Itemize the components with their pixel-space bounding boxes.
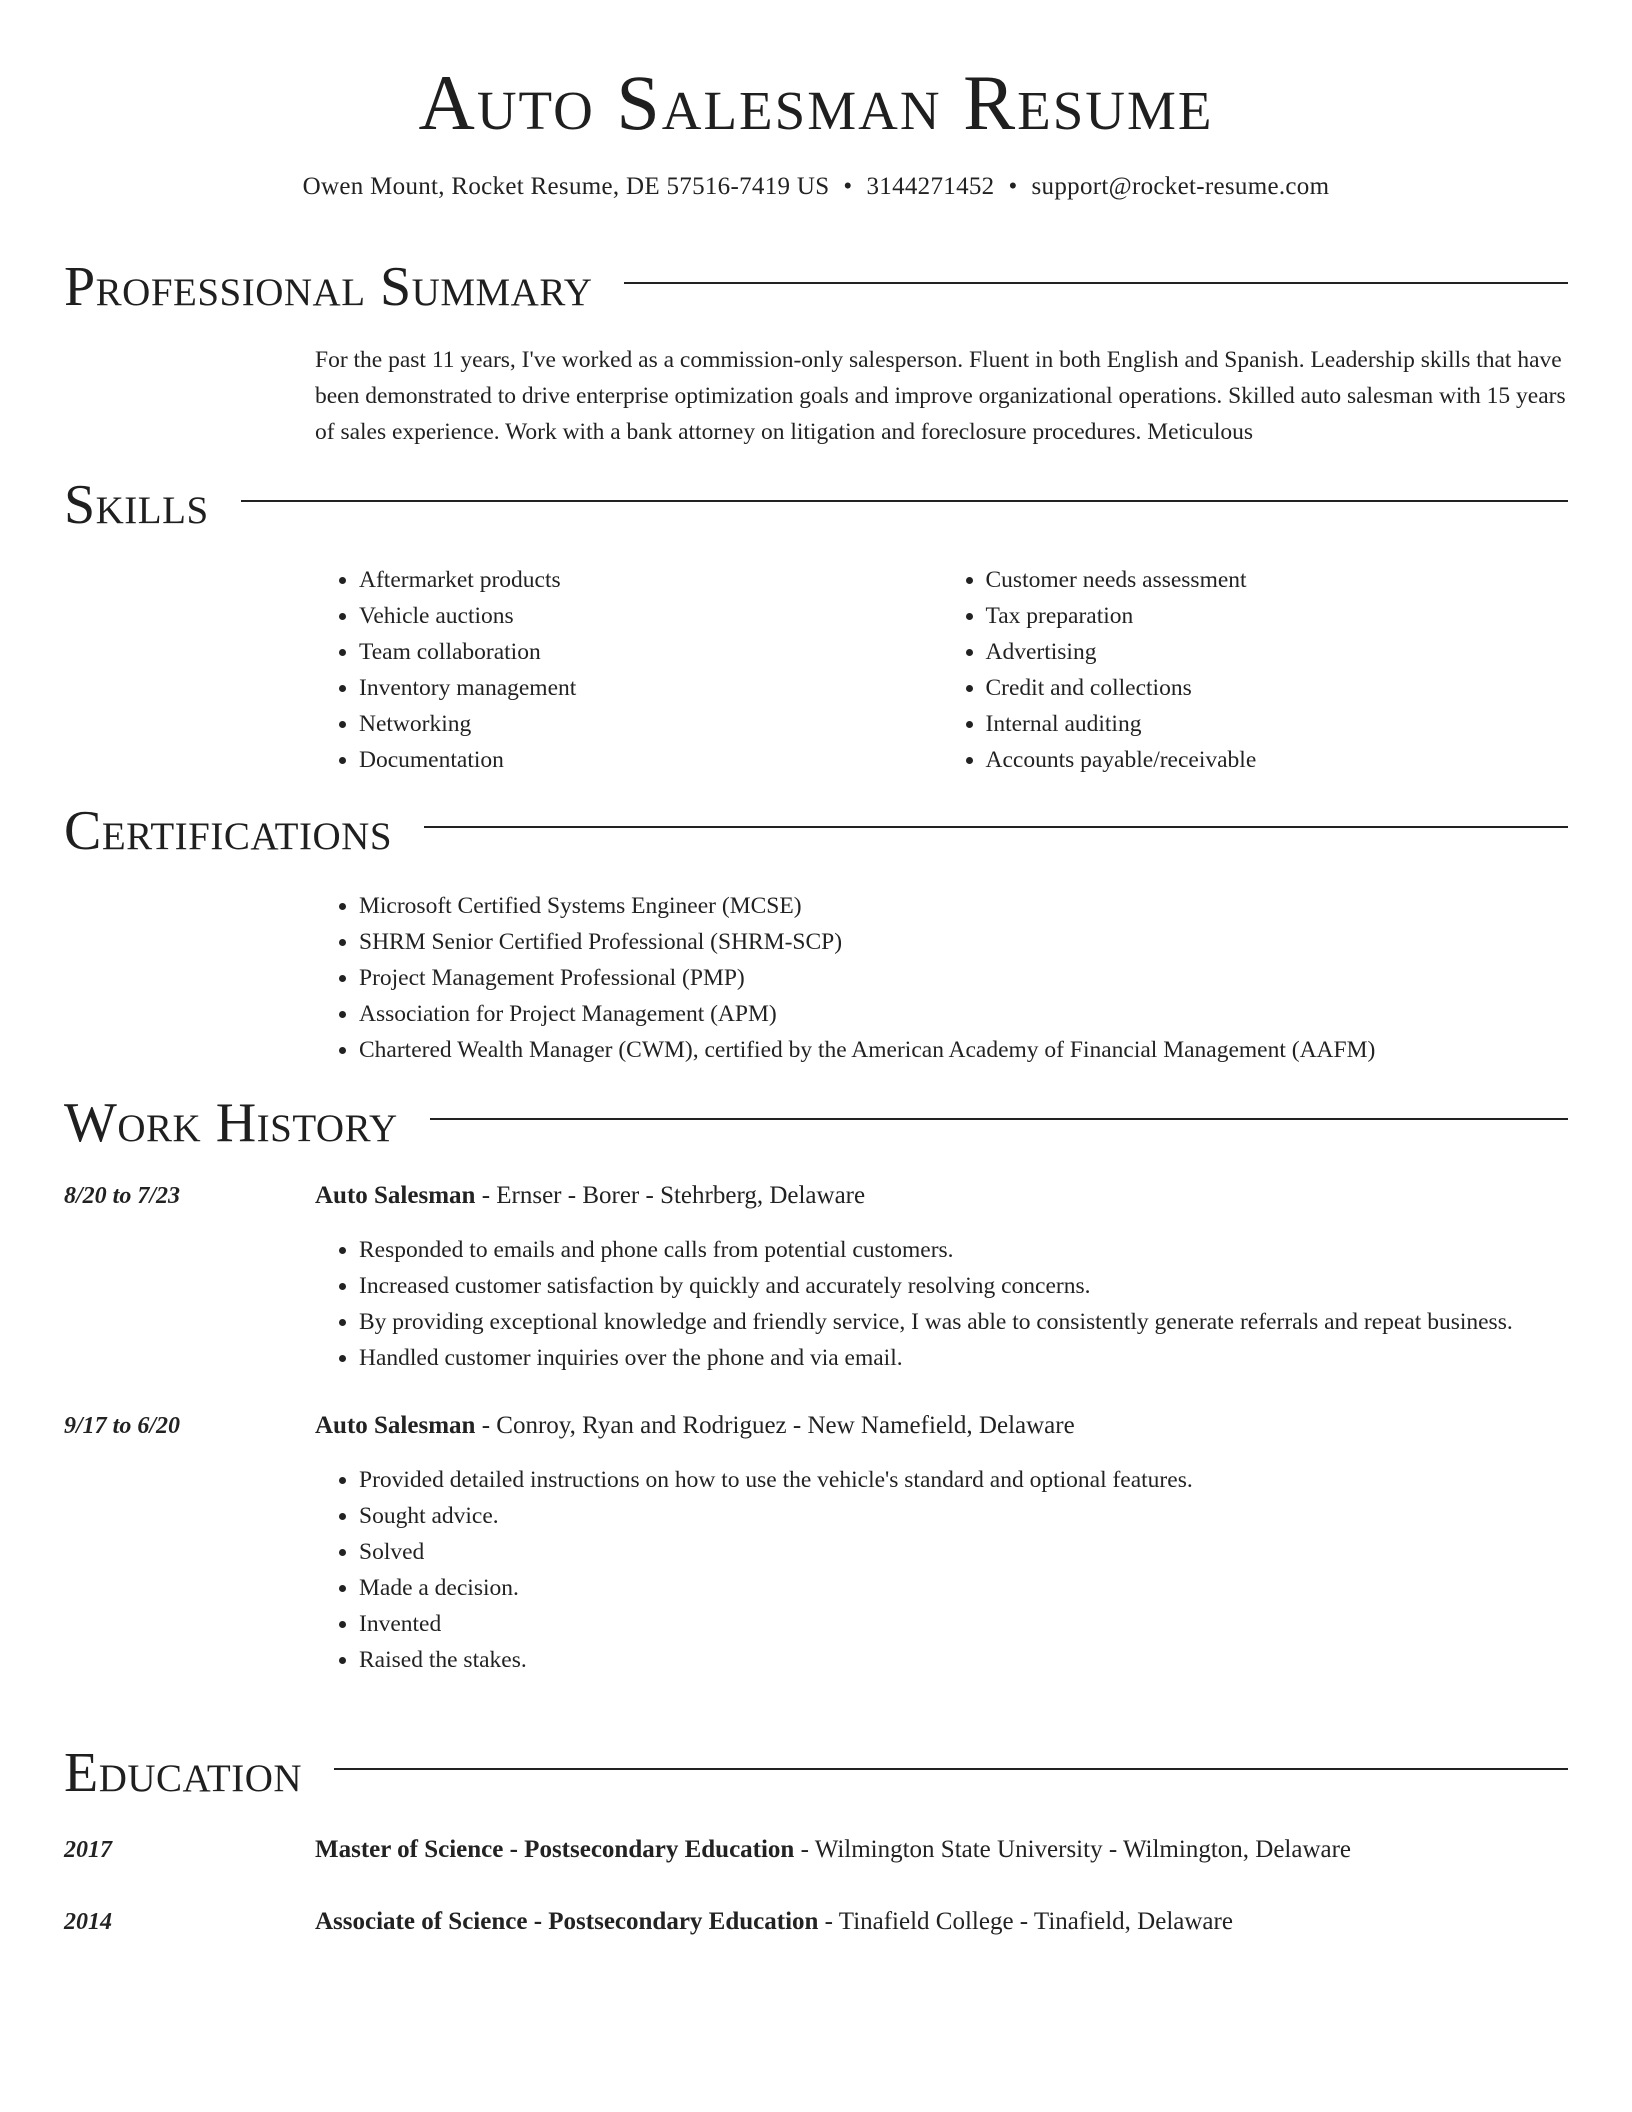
certification-item: • Chartered Wealth Manager (CWM), certified by the American Academy of Financial Management (AAFM) xyxy=(359,1032,1568,1068)
section-divider xyxy=(624,282,1568,284)
job-entry xyxy=(64,1178,1568,1376)
job-body xyxy=(315,1462,1568,1678)
job-header xyxy=(64,1408,1568,1444)
section-heading: Skills xyxy=(64,474,209,536)
contact-email: support@rocket-resume.com xyxy=(1031,173,1330,200)
job-body xyxy=(315,1232,1568,1376)
work-history-section xyxy=(64,1090,1568,1678)
skill-item: • Accounts payable/receivable xyxy=(986,742,1569,778)
section-divider xyxy=(241,500,1568,502)
education-degree: Associate of Science - Postsecondary Education xyxy=(315,1908,819,1935)
certification-item: • Association for Project Management (APM) xyxy=(359,996,1568,1032)
section-heading: Work History xyxy=(64,1092,398,1154)
job-bullet: • Solved xyxy=(359,1534,1568,1570)
education-entry xyxy=(64,1904,1568,1940)
job-bullet: • Invented xyxy=(359,1606,1568,1642)
skills-section xyxy=(64,472,1568,778)
skills-list-left xyxy=(315,562,942,778)
section-heading: Education xyxy=(64,1742,303,1804)
job-dates: 9/17 to 6/20 xyxy=(64,1413,181,1439)
education-year: 2014 xyxy=(64,1909,112,1935)
section-divider xyxy=(430,1118,1568,1120)
skill-item: • Internal auditing xyxy=(986,706,1569,742)
education-year: 2017 xyxy=(64,1837,112,1863)
section-heading: Professional Summary xyxy=(64,256,593,318)
job-info xyxy=(315,1178,865,1214)
education-entry xyxy=(64,1832,1568,1868)
certification-item: • SHRM Senior Certified Professional (SHRM-SCP) xyxy=(359,924,1568,960)
contact-line xyxy=(64,170,1568,204)
job-title: Auto Salesman xyxy=(315,1182,476,1209)
job-dates: 8/20 to 7/23 xyxy=(64,1183,181,1209)
page-title: Auto Salesman Resume xyxy=(418,59,1214,146)
education-info xyxy=(315,1832,1351,1868)
skill-item: • Networking xyxy=(359,706,942,742)
skill-item: • Customer needs assessment xyxy=(986,562,1569,598)
skill-item: • Vehicle auctions xyxy=(359,598,942,634)
job-bullet: • Made a decision. xyxy=(359,1570,1568,1606)
job-header xyxy=(64,1178,1568,1214)
contact-separator: • xyxy=(1008,173,1018,200)
certification-item: • Project Management Professional (PMP) xyxy=(359,960,1568,996)
job-title: Auto Salesman xyxy=(315,1412,476,1439)
education-section xyxy=(64,1740,1568,1940)
section-header xyxy=(64,472,1568,538)
job-bullet: • Increased customer satisfaction by quickly and accurately resolving concerns. xyxy=(359,1268,1568,1304)
section-divider xyxy=(424,826,1568,828)
section-header xyxy=(64,1090,1568,1156)
job-bullets xyxy=(315,1232,1568,1376)
skill-item: • Tax preparation xyxy=(986,598,1569,634)
skill-item: • Team collaboration xyxy=(359,634,942,670)
education-info xyxy=(315,1904,1233,1940)
skills-grid xyxy=(315,562,1568,778)
certifications-list xyxy=(315,888,1568,1068)
job-bullet: • By providing exceptional knowledge and friendly service, I was able to consistently generate referrals and repeat business. xyxy=(359,1304,1568,1340)
education-degree: Master of Science - Postsecondary Education xyxy=(315,1836,795,1863)
education-details: - Wilmington State University - Wilmington, Delaware xyxy=(794,1836,1352,1863)
contact-separator: • xyxy=(843,173,853,200)
section-heading: Certifications xyxy=(64,800,393,862)
skill-item: • Documentation xyxy=(359,742,942,778)
job-details: - Ernser - Borer - Stehrberg, Delaware xyxy=(475,1182,866,1209)
skills-list-right xyxy=(942,562,1569,778)
certifications-body xyxy=(315,888,1568,1068)
job-entry xyxy=(64,1408,1568,1678)
section-divider xyxy=(334,1768,1568,1770)
skill-item: • Aftermarket products xyxy=(359,562,942,598)
certifications-section xyxy=(64,798,1568,1068)
certification-item: • Microsoft Certified Systems Engineer (MCSE) xyxy=(359,888,1568,924)
skill-item: • Advertising xyxy=(986,634,1569,670)
contact-address: Owen Mount, Rocket Resume, DE 57516-7419 US xyxy=(302,173,830,200)
skill-item: • Credit and collections xyxy=(986,670,1569,706)
summary-section xyxy=(64,254,1568,450)
job-bullet: • Handled customer inquiries over the phone and via email. xyxy=(359,1340,1568,1376)
skill-item: • Inventory management xyxy=(359,670,942,706)
job-details: - Conroy, Ryan and Rodriguez - New Namefield, Delaware xyxy=(475,1412,1075,1439)
education-details: - Tinafield College - Tinafield, Delaware xyxy=(818,1908,1233,1935)
job-bullet: • Provided detailed instructions on how to use the vehicle's standard and optional features. xyxy=(359,1462,1568,1498)
resume-page xyxy=(64,0,1568,1935)
summary-body xyxy=(315,342,1568,450)
job-bullet: • Sought advice. xyxy=(359,1498,1568,1534)
contact-phone: 3144271452 xyxy=(866,173,995,200)
section-header xyxy=(64,1740,1568,1806)
job-bullets xyxy=(315,1462,1568,1678)
section-header xyxy=(64,798,1568,864)
job-info xyxy=(315,1408,1075,1444)
section-header xyxy=(64,254,1568,320)
summary-text: For the past 11 years, I've worked as a commission-only salesperson. Fluent in both English and Spanish. Leadership skills that have been demonstrated to drive enterprise optimization goals and improve organizational operations. Skilled auto salesman with 15 years of sales experience. Work with a bank attorney on litigation and foreclosure procedures. Meticulous xyxy=(315,347,1566,445)
job-bullet: • Responded to emails and phone calls from potential customers. xyxy=(359,1232,1568,1268)
job-bullet: • Raised the stakes. xyxy=(359,1642,1568,1678)
